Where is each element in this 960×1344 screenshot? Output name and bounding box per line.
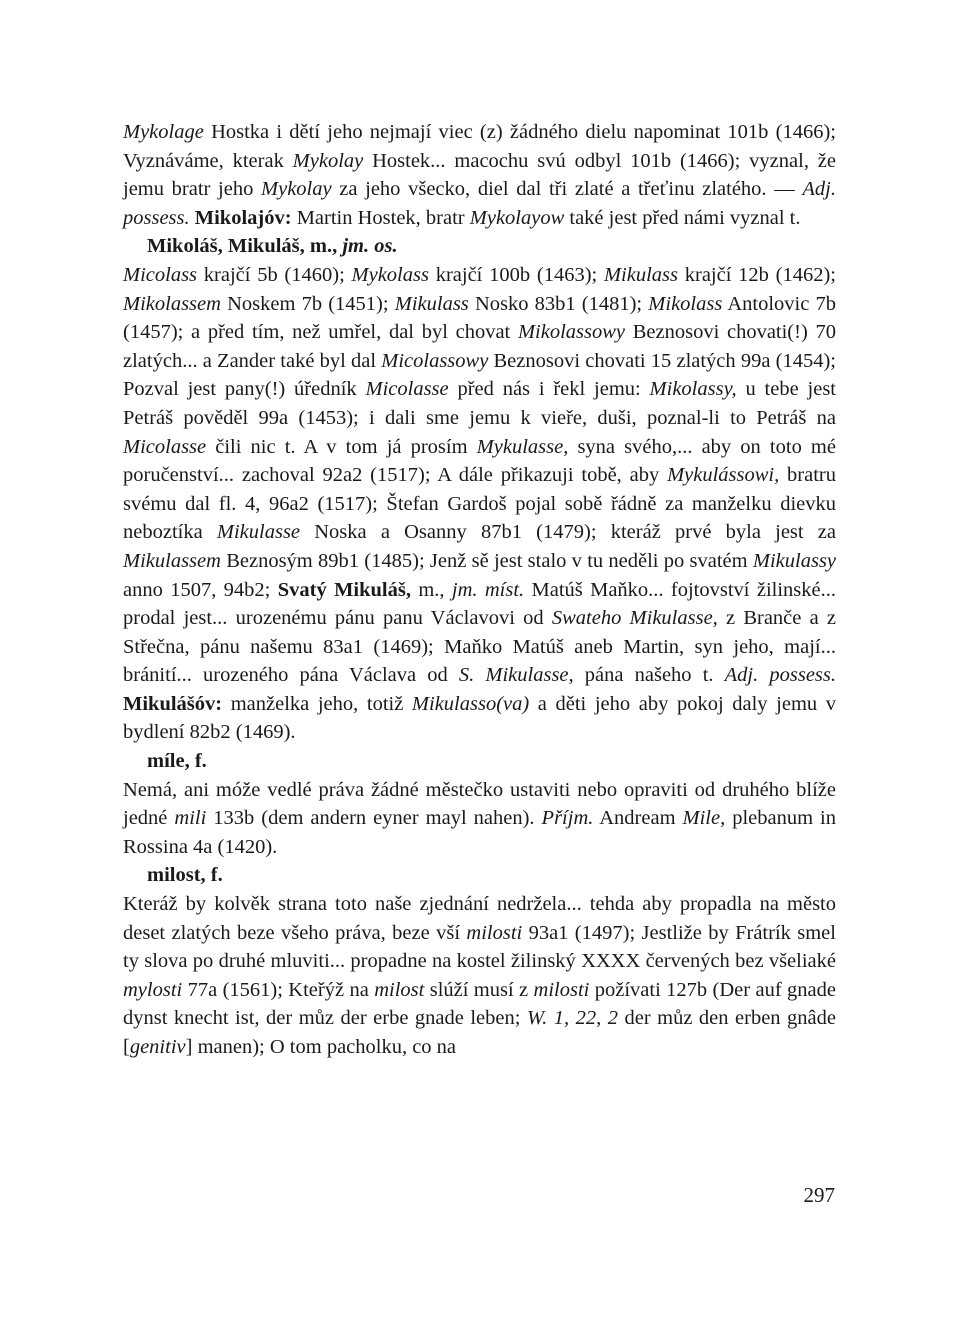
italic-run: Mykulássowi, (667, 464, 780, 487)
text-run: Beznosovi chovati(!) 70 zlatých... a Zander také byl dal (123, 321, 836, 372)
italic-run: genitiv (129, 1036, 186, 1058)
italic-run: Mile, (682, 807, 726, 830)
text-run: ] manen); O tom pacholku, co na (185, 1036, 457, 1058)
italic-run: Mykolay (292, 149, 364, 172)
bold-run: milost, f. (147, 864, 223, 887)
text-run: der můz den erben gnâde [ (123, 1007, 836, 1058)
bold-run: Mikolajóv: (194, 206, 292, 229)
text-run: před nás i řekl jemu: (448, 378, 650, 401)
italic-run: Micolass (123, 263, 198, 286)
text-run: Antolovic 7b (1457); a před tím, než umřel, dal byl chovat (123, 292, 836, 344)
text-run: a děti jeho aby pokoj daly jemu v bydlení 82b2 (1469). (123, 692, 836, 744)
text-run: anno 1507, 94b2; (123, 578, 278, 601)
italic-run: Mikulasse (216, 521, 301, 544)
text-run: Nosko 83b1 (1481); (468, 292, 649, 315)
italic-run: S. Mikulasse, (458, 664, 574, 687)
text-run: slúží musí z (424, 978, 534, 1001)
dictionary-page-body (123, 118, 836, 1062)
italic-run: mili (174, 807, 207, 830)
entry-headword (123, 747, 836, 776)
text-run: také jest před námi vyznal t. (564, 206, 801, 229)
text-run: krajčí 5b (1460); (197, 263, 352, 286)
entry-text (123, 890, 836, 1062)
text-run: Hostka i dětí jeho nejmají viec (z) žádného dielu napominat 101b (1466); Vyznáváme, kterak (123, 121, 836, 172)
entry-text (123, 118, 836, 232)
italic-run: Adj. possess. (724, 664, 837, 687)
italic-run: Mykolayow (469, 206, 565, 229)
italic-run: Swateho Mikulasse, (551, 607, 718, 630)
italic-run: Mikolassowy (517, 321, 626, 344)
text-run: čili nic t. A v tom já prosím (206, 435, 477, 458)
italic-run: Mikolass (648, 292, 723, 315)
text-run: 133b (dem andern eyner mayl nahen). (206, 807, 542, 830)
italic-run: Micolasse (123, 435, 207, 458)
text-run: u tebe jest Petráš pověděl 99a (1453); i dali sme jemu k vieře, duši, poznal-li to Petráš na (123, 378, 836, 429)
text-run: z Branče a z Střečna, pánu našemu 83a1 (1469); Maňko Matúš aneb Martin, syn jeho, mají... bránití... urozeného pána Václava od (123, 607, 836, 687)
italic-run: Mykolass (351, 263, 429, 286)
text-run: Hostek... macochu svú odbyl 101b (1466); vyznal, že jemu bratr jeho (123, 149, 836, 201)
italic-run: Mikulass (603, 263, 678, 286)
bold-run: Mikoláš, Mikuláš, (147, 235, 305, 258)
text-run: m., (410, 578, 452, 601)
text-run: Nemá, ani móže vedlé práva žádné městečko ustaviti nebo opraviti od druhého blíže jedné (123, 778, 836, 830)
text-run: krajčí 12b (1462); (678, 263, 837, 286)
text-run: pána našeho t. (573, 664, 725, 687)
italic-run: Mykolay (261, 178, 332, 201)
entry-text (123, 261, 836, 747)
text-run: plebanum in Rossina 4a (1420). (123, 807, 836, 858)
italic-run: milosti (533, 978, 590, 1001)
entry-headword (123, 232, 836, 261)
entry-headword (123, 861, 836, 890)
text-run: syna svého,... aby on toto mé poručenství... zachoval 92a2 (1517); A dále přikazuji tobě, aby (123, 435, 836, 487)
text-run: Beznosovi chovati 15 zlatých 99a (1454); Pozval jest pany(!) úředník (123, 349, 836, 401)
text-run: Matúš Maňko... fojtovství žilinské... prodal jest... urozenému pánu panu Václavovi od (123, 578, 836, 630)
text-run: 93a1 (1497); Jestliže by Frátrík smel ty slova po druhé mluviti... propadne na kostel žilinský XXXX červených bez všeliaké (123, 921, 836, 973)
bold-run: Svatý Mikuláš, (277, 578, 411, 601)
entry-text (123, 776, 836, 862)
italic-run: W. 1, 22, 2 (526, 1007, 618, 1030)
italic-run: milost (374, 978, 425, 1001)
text-run: Noska a Osanny 87b1 (1479); kteráž prvé byla jest za (300, 521, 836, 544)
italic-run: Micolasse (365, 378, 449, 401)
text-run: za jeho všecko, diel dal tři zlaté a třeťinu zlatého. — (331, 178, 803, 201)
italic-run: mylosti (123, 978, 183, 1001)
text-run: Martin Hostek, bratr (291, 206, 470, 229)
italic-run: jm. os. (342, 235, 398, 258)
italic-run: Mykulasse, (476, 435, 569, 458)
italic-run: Mikulassem (123, 549, 221, 572)
italic-run: Micolassowy (381, 349, 489, 372)
text-run: m., (304, 235, 343, 258)
text-run: manželka jeho, totiž (222, 692, 412, 715)
italic-run: Mikolassem (123, 292, 221, 315)
italic-run: Mikulass (394, 292, 469, 315)
text-run: Noskem 7b (1451); (220, 292, 395, 315)
text-run: bratru svému dal fl. 4, 96a2 (1517); Štefan Gardoš pojal sobě řádně za manželku dievku neboztíka (123, 464, 837, 544)
page-number: 297 (803, 1183, 835, 1207)
italic-run: Mikulassy (752, 549, 836, 572)
text-run: Andream (593, 807, 683, 830)
bold-run: Mikulášóv: (123, 692, 223, 715)
text-run: 77a (1561); Kteřýž na (182, 978, 375, 1001)
text-run: Kteráž by kolvěk strana toto naše zjednání nedržela... tehda aby propadla na město deset zlatých beze všeho práva, beze vší (123, 893, 836, 944)
italic-run: jm. míst. (451, 578, 525, 601)
bold-run: míle, f. (147, 750, 207, 773)
italic-run: Mikolassy, (649, 378, 737, 401)
text-run: požívati 127b (Der auf gnade dynst knecht ist, der můz der erbe gnade leben; (123, 978, 836, 1030)
italic-run: milosti (466, 921, 523, 944)
italic-run: Příjm. (541, 807, 594, 830)
text-run: Beznosým 89b1 (1485); Jenž sě jest stalo v tu neděli po svatém (220, 549, 753, 572)
italic-run: Adj. possess. (123, 178, 836, 229)
italic-run: Mykolage (123, 121, 204, 143)
text-run: krajčí 100b (1463); (428, 263, 604, 286)
italic-run: Mikulasso(va) (411, 692, 530, 715)
